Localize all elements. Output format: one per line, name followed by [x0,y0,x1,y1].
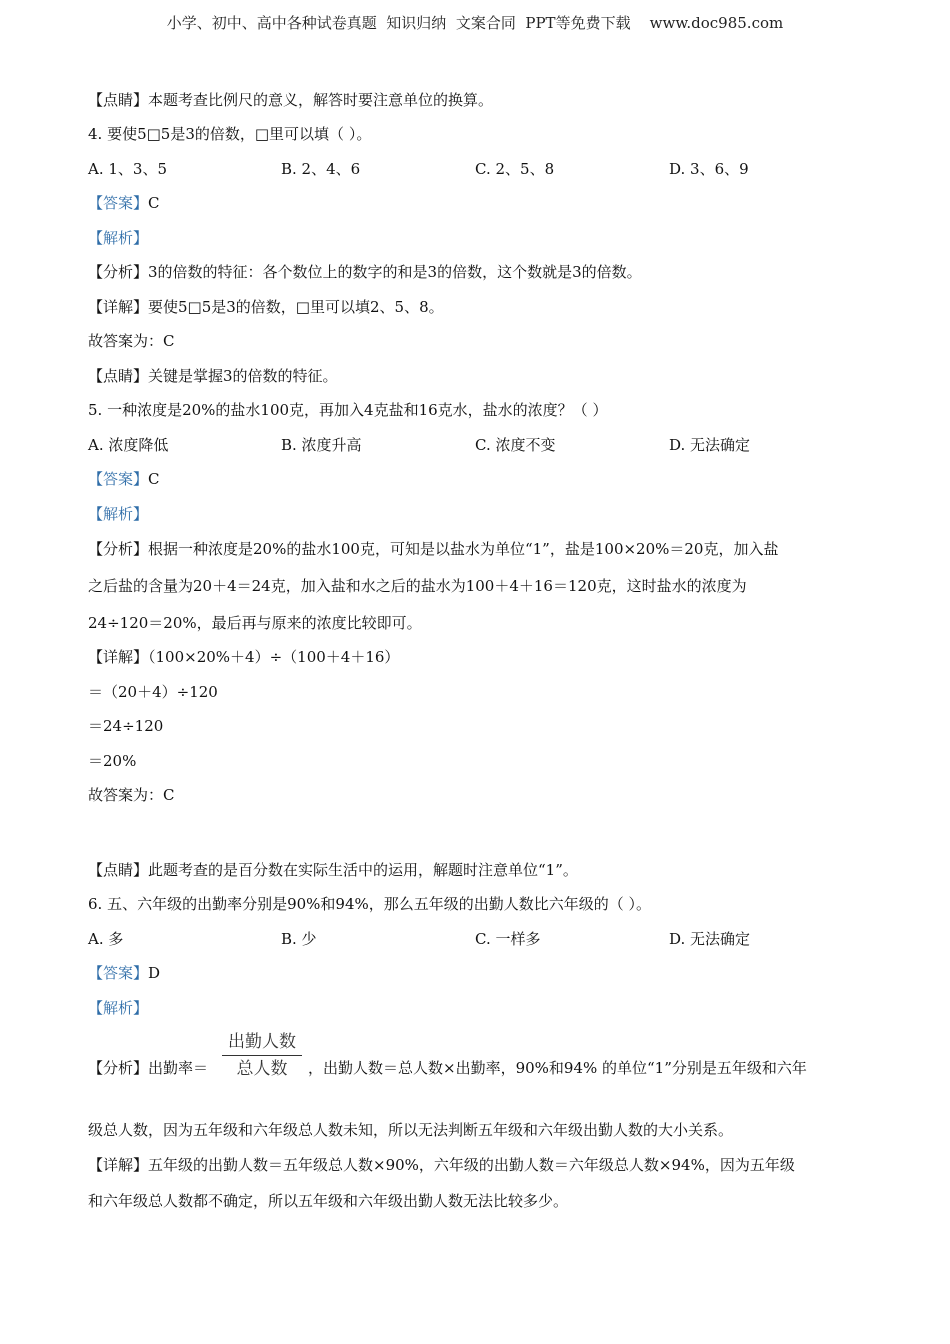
q4-answer [88,193,160,213]
q4-jiexi-tag: 【解析】 [88,229,149,247]
answer-value: C [148,194,160,212]
question-4: 4. 要使5□5是3的倍数，□里可以填（ ）。 [88,125,372,143]
question-6: 6. 五、六年级的出勤率分别是90%和94%，那么五年级的出勤人数比六年级的（ ）。 [88,895,652,913]
attendance-fraction [222,1030,302,1081]
q5-analysis-2: 之后盐的含量为20＋4＝24克，加入盐和水之后的盐水为100＋4＋16＝120克，这时盐水的浓度为 [88,577,747,595]
q5-option-d: D. 无法确定 [669,436,751,454]
q5-analysis-1: 【分析】根据一种浓度是20%的盐水100克，可知是以盐水为单位“1”，盐是100×20%＝20克，加入盐 [88,540,779,558]
q6-option-a: A. 多 [88,930,124,948]
answer-value: D [148,964,161,982]
q6-option-b: B. 少 [281,930,317,948]
q5-option-c: C. 浓度不变 [475,436,556,454]
question-5: 5. 一种浓度是20%的盐水100克，再加入4克盐和16克水，盐水的浓度？（ ） [88,401,608,419]
q6-option-d: D. 无法确定 [669,930,751,948]
q6-jiexi-tag: 【解析】 [88,999,149,1017]
q5-answer [88,469,160,489]
q4-detail: 【详解】要使5□5是3的倍数，□里可以填2、5、8。 [88,298,444,316]
fraction-numerator: 出勤人数 [228,1032,296,1052]
q5-option-b: B. 浓度升高 [281,436,362,454]
q4-option-b: B. 2、4、6 [281,160,361,178]
q6-analysis-formula-end: ，出勤人数＝总人数×出勤率，90%和94% 的单位“1”分别是五年级和六年 [308,1059,807,1077]
q6-detail-1: 【详解】五年级的出勤人数＝五年级总人数×90%，六年级的出勤人数＝六年级总人数×94%，因为五年级 [88,1156,795,1174]
fraction-denominator: 总人数 [236,1059,288,1079]
answer-value: C [148,470,160,488]
q5-analysis-3: 24÷120＝20%，最后再与原来的浓度比较即可。 [88,614,422,632]
q6-answer [88,963,160,983]
q6-analysis-2: 级总人数，因为五年级和六年级总人数未知，所以无法判断五年级和六年级出勤人数的大小关系。 [88,1121,734,1139]
q5-detail-1: 【详解】（100×20%＋4）÷（100＋4＋16） [88,648,400,666]
q4-option-d: D. 3、6、9 [669,160,749,178]
tip-line: 【点睛】本题考查比例尺的意义，解答时要注意单位的换算。 [88,91,494,109]
q5-detail-2: ＝（20＋4）÷120 [88,683,218,701]
q4-option-c: C. 2、5、8 [475,160,555,178]
q6-option-c: C. 一样多 [475,930,541,948]
q4-option-a: A. 1、3、5 [88,160,167,178]
q5-detail-3: ＝24÷120 [88,717,164,735]
fraction-bar [222,1055,302,1056]
q4-conclusion: 故答案为：C [88,332,175,350]
q6-analysis-formula-start: 【分析】出勤率＝ [88,1059,209,1077]
answer-tag: 【答案】 [88,194,149,212]
q5-conclusion: 故答案为：C [88,786,175,804]
q4-analysis: 【分析】3的倍数的特征：各个数位上的数字的和是3的倍数，这个数就是3的倍数。 [88,263,642,281]
answer-tag: 【答案】 [88,964,149,982]
page-header: 小学、初中、高中各种试卷真题 知识归纳 文案合同 PPT等免费下载 www.doc985.com [166,14,784,32]
q5-tip: 【点睛】此题考查的是百分数在实际生活中的运用，解题时注意单位“1”。 [88,861,578,879]
q5-jiexi-tag: 【解析】 [88,505,149,523]
q5-detail-4: ＝20% [88,752,137,770]
q6-detail-2: 和六年级总人数都不确定，所以五年级和六年级出勤人数无法比较多少。 [88,1192,569,1210]
q4-tip: 【点睛】关键是掌握3的倍数的特征。 [88,367,338,385]
q5-option-a: A. 浓度降低 [88,436,169,454]
answer-tag: 【答案】 [88,470,149,488]
